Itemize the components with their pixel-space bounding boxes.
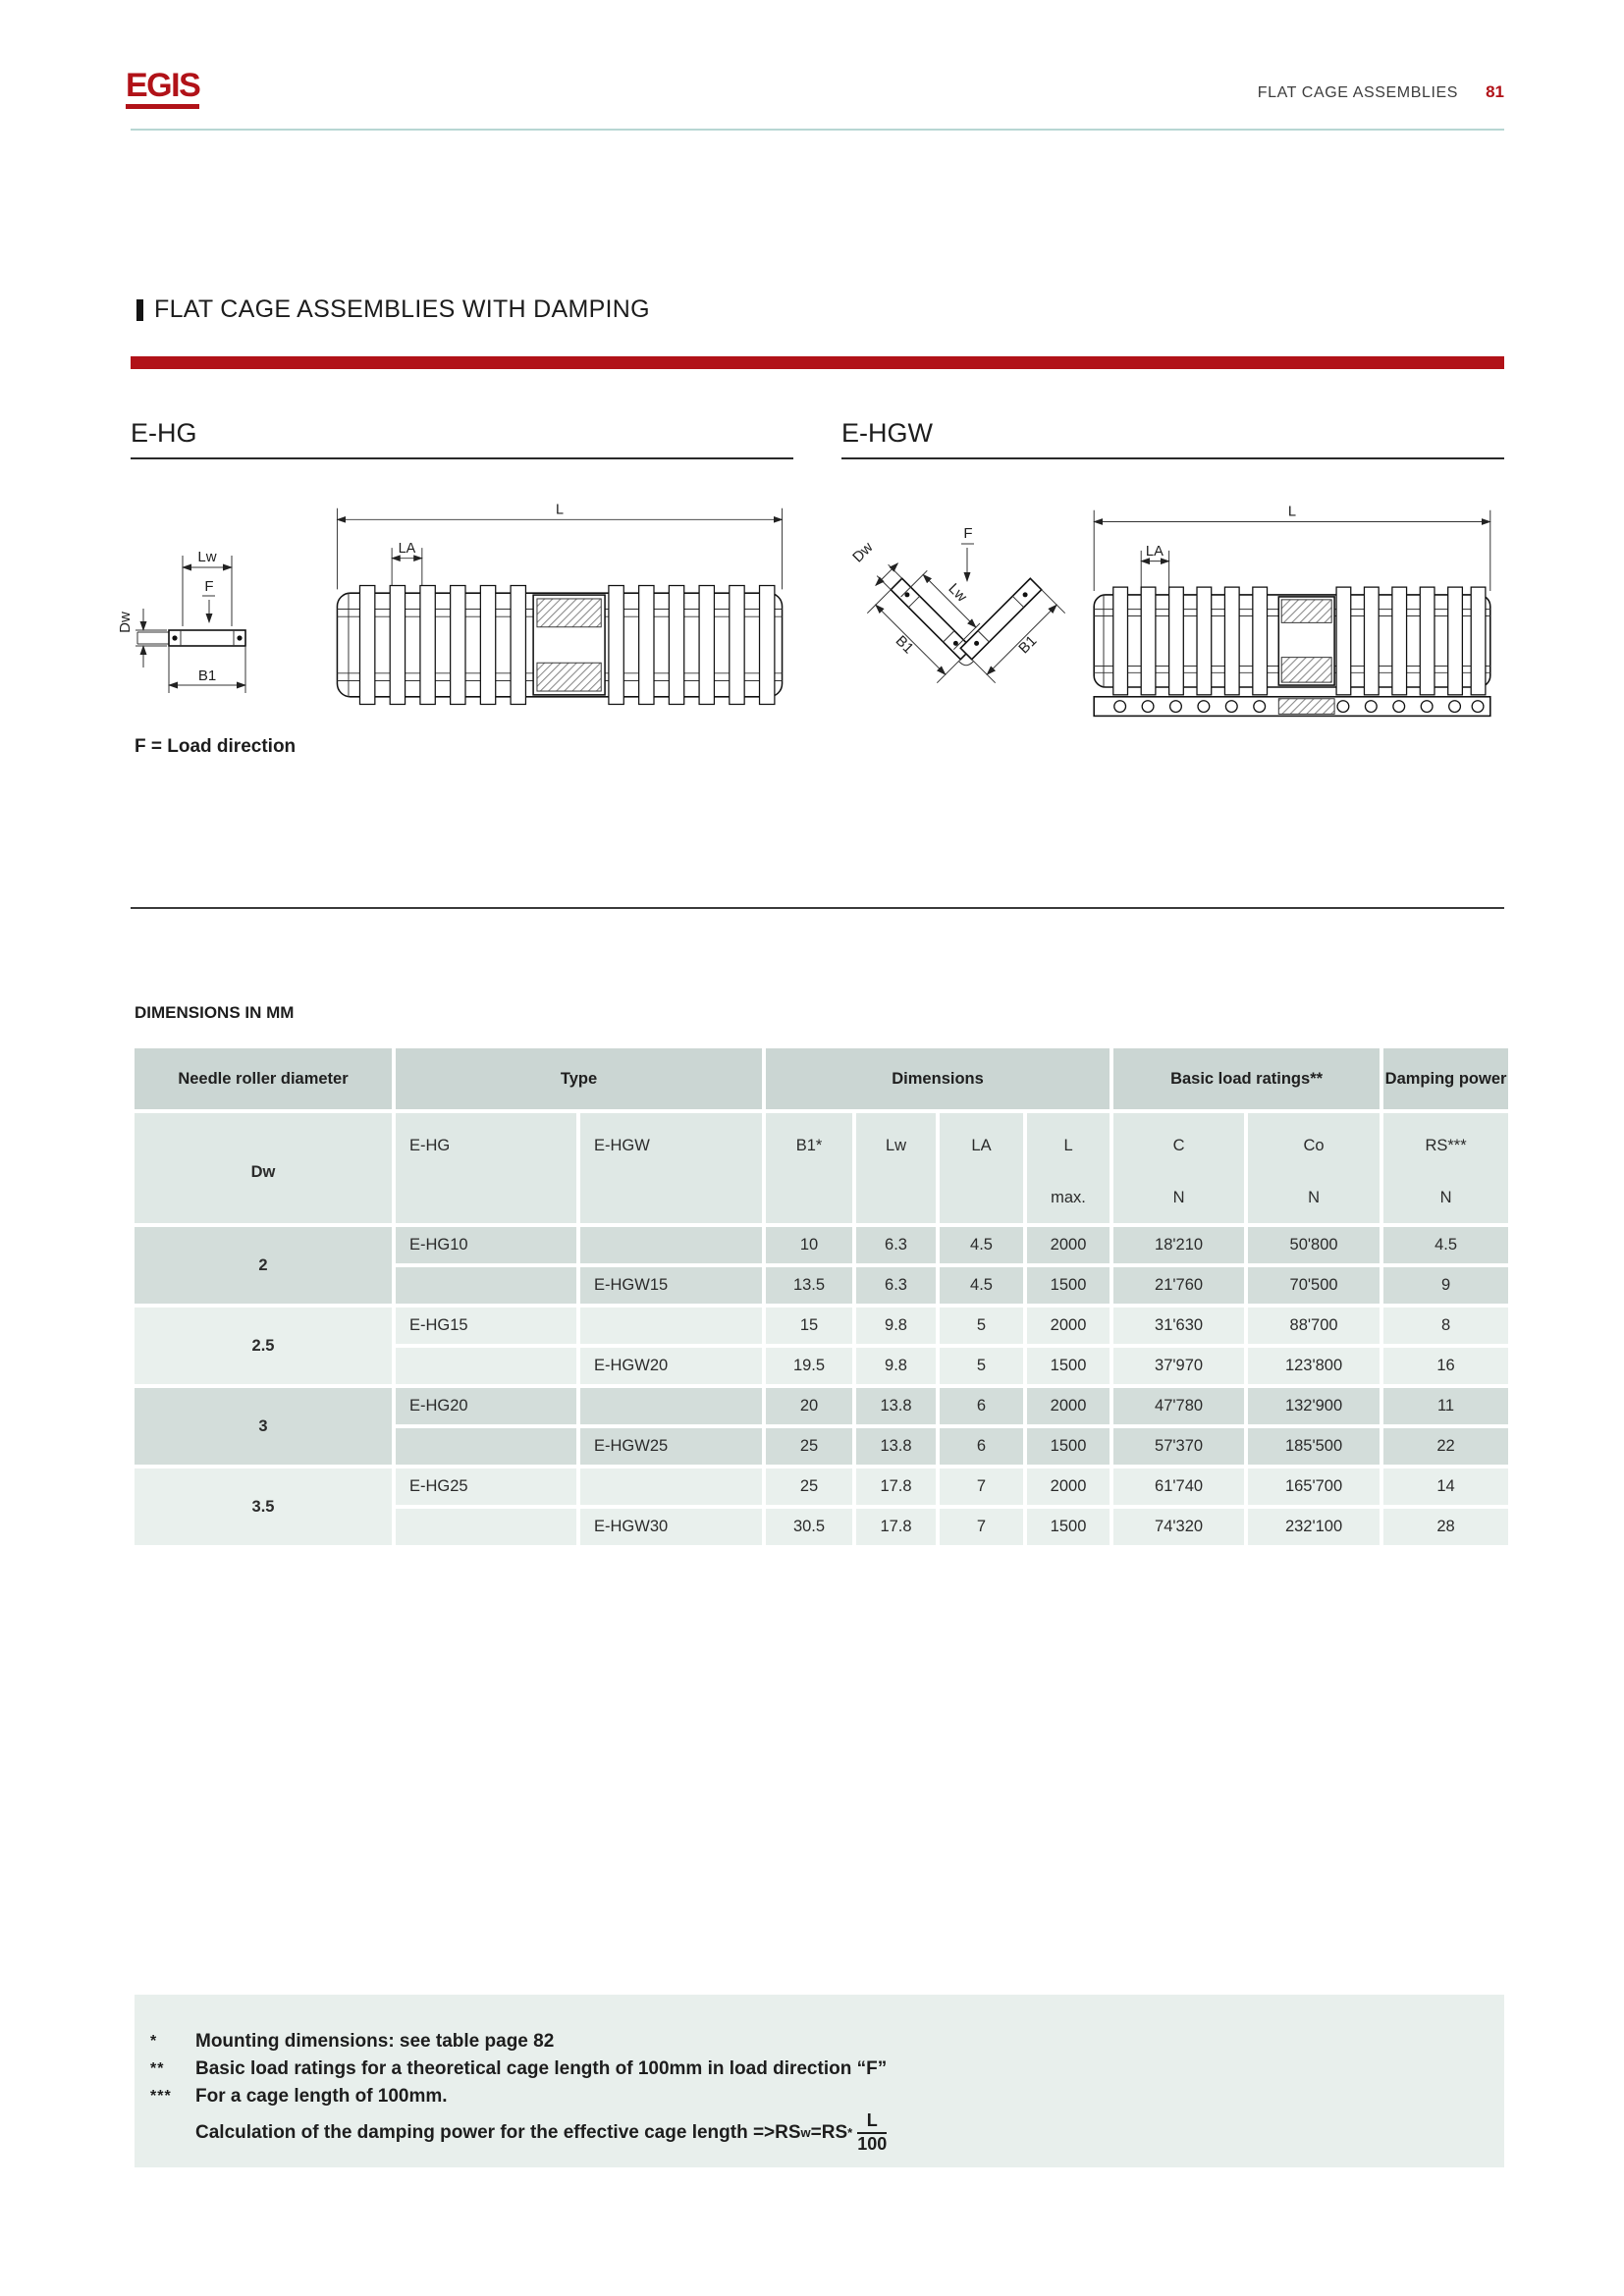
table-cell: 19.5 [764,1346,854,1386]
table-row [133,1306,1510,1346]
table-cell: 1500 [1025,1346,1111,1386]
table-cell [394,1265,578,1306]
dim-label-b1: B1 [1015,632,1041,658]
footnote [150,2028,1504,2056]
table-cell: 21'760 [1111,1265,1246,1306]
dw-value-cell: 2 [133,1225,394,1306]
ehg-side-view-drawing [324,499,795,721]
table-row [133,1386,1510,1426]
table-cell: 232'100 [1246,1507,1381,1547]
accent-bar [131,356,1504,369]
table-cell: E-HGW15 [578,1265,764,1306]
table-cell [394,1346,578,1386]
table-cell: 1500 [1025,1426,1111,1467]
table-cell: E-HG20 [394,1386,578,1426]
table-cell: 7 [938,1507,1025,1547]
formula-eq: =RS [810,2121,848,2143]
table-cell: 10 [764,1225,854,1265]
dim-label-la: LA [398,540,416,557]
title-bullet-icon [136,299,143,321]
table-cell: 1500 [1025,1507,1111,1547]
subheader-l: L max. [1025,1111,1111,1225]
table-cell: 9.8 [854,1346,938,1386]
footnote-marker: *** [150,2088,172,2105]
col-header-dimensions: Dimensions [764,1046,1111,1111]
table-cell: 16 [1381,1346,1510,1386]
table-cell: 8 [1381,1306,1510,1346]
damping-formula [150,2111,1504,2155]
table-cell [578,1306,764,1346]
table-cell: 165'700 [1246,1467,1381,1507]
dim-label-lw: Lw [945,580,970,606]
table-cell: E-HGW25 [578,1426,764,1467]
technical-drawings [0,491,1624,746]
dim-label-b1: B1 [197,667,217,684]
subheader-dw: Dw [133,1111,394,1225]
subheader-lw: Lw [854,1111,938,1225]
subheader-rs: RS*** N [1381,1111,1510,1225]
table-cell: 18'210 [1111,1225,1246,1265]
table-cell: 2000 [1025,1225,1111,1265]
table-subheader-row [133,1111,1510,1225]
dim-label-dw: Dw [117,612,134,633]
table-cell: 2000 [1025,1467,1111,1507]
table-cell [394,1426,578,1467]
dim-label-l: L [555,502,565,518]
table-cell: 13.5 [764,1265,854,1306]
subheader-c: C N [1111,1111,1246,1225]
ehgw-cross-section-drawing [837,516,1092,718]
ehg-cross-section-drawing [110,524,346,716]
dim-label-dw: Dw [849,539,877,566]
subheader-ehg: E-HG [394,1111,578,1225]
page-number: 81 [1486,82,1504,101]
table-caption: DIMENSIONS IN MM [135,1003,295,1022]
table-cell: 22 [1381,1426,1510,1467]
subheader-ehgw: E-HGW [578,1111,764,1225]
load-direction-note: F = Load direction [135,736,297,757]
load-arrow-label: F [204,578,214,595]
chapter-title-row [136,295,650,324]
running-header-section: FLAT CAGE ASSEMBLIES [1257,84,1459,101]
table-cell: 13.8 [854,1426,938,1467]
dimensions-table [131,1044,1512,1549]
table-cell: 15 [764,1306,854,1346]
table-cell [578,1225,764,1265]
formula-subscript: w [800,2125,811,2141]
footnote-text: Mounting dimensions: see table page 82 [195,2031,555,2052]
table-cell: 14 [1381,1467,1510,1507]
formula-star: * [847,2125,853,2141]
dw-value-cell: 3.5 [133,1467,394,1547]
dim-label-lw: Lw [197,549,217,565]
table-cell: 31'630 [1111,1306,1246,1346]
table-cell: E-HGW30 [578,1507,764,1547]
table-cell: 37'970 [1111,1346,1246,1386]
subheader-la: LA [938,1111,1025,1225]
table-cell: 47'780 [1111,1386,1246,1426]
table-cell: 25 [764,1467,854,1507]
footnote [150,2083,1504,2110]
footnote-text: For a cage length of 100mm. [195,2086,448,2107]
table-cell [578,1467,764,1507]
col-header-basic-load-ratings: Basic load ratings** [1111,1046,1381,1111]
table-cell: 13.8 [854,1386,938,1426]
table-cell: 7 [938,1467,1025,1507]
table-cell: 11 [1381,1386,1510,1426]
footnote-marker: * [150,2033,158,2050]
col-header-needle-roller-diameter: Needle roller diameter [133,1046,394,1111]
table-cell: 61'740 [1111,1467,1246,1507]
table-cell: 185'500 [1246,1426,1381,1467]
table-cell: 9.8 [854,1306,938,1346]
table-cell: 6.3 [854,1225,938,1265]
header-rule [131,129,1504,131]
table-cell: 17.8 [854,1507,938,1547]
dw-value-cell: 3 [133,1386,394,1467]
dim-label-la: LA [1145,543,1164,560]
table-cell: 25 [764,1426,854,1467]
formula-prefix: Calculation of the damping power for the effective cage length =>RS [195,2121,801,2143]
table-cell: E-HG25 [394,1467,578,1507]
table-cell: E-HGW20 [578,1346,764,1386]
table-cell: 5 [938,1306,1025,1346]
table-cell: 28 [1381,1507,1510,1547]
table-row [133,1467,1510,1507]
section-header-ehg: E-HG [131,418,793,459]
table-cell: 2000 [1025,1306,1111,1346]
footnote [150,2056,1504,2083]
table-cell [394,1507,578,1547]
table-cell: 30.5 [764,1507,854,1547]
table-cell: E-HG15 [394,1306,578,1346]
table-row [133,1225,1510,1265]
formula-fraction: $\frac{L}{100}$ [857,2110,888,2154]
table-cell: 9 [1381,1265,1510,1306]
dw-value-cell: 2.5 [133,1306,394,1386]
col-header-damping-power: Damping power [1381,1046,1510,1111]
table-cell: 132'900 [1246,1386,1381,1426]
section-header-ehgw: E-HGW [841,418,1504,459]
table-cell [578,1386,764,1426]
table-cell: 88'700 [1246,1306,1381,1346]
table-cell: 20 [764,1386,854,1426]
table-cell: 4.5 [1381,1225,1510,1265]
table-cell: 1500 [1025,1265,1111,1306]
table-cell: E-HG10 [394,1225,578,1265]
table-cell: 5 [938,1346,1025,1386]
ehgw-side-view-drawing [1080,499,1504,734]
load-arrow-label: F [963,525,973,542]
table-group-header-row [133,1046,1510,1111]
dim-label-l: L [1287,504,1297,520]
table-cell: 6 [938,1426,1025,1467]
table-cell: 70'500 [1246,1265,1381,1306]
egis-logo: EGIS [126,69,199,109]
table-cell: 57'370 [1111,1426,1246,1467]
running-header [1258,82,1504,102]
table-cell: 17.8 [854,1467,938,1507]
table-cell: 4.5 [938,1225,1025,1265]
page-title: FLAT CAGE ASSEMBLIES WITH DAMPING [154,295,650,323]
table-cell: 2000 [1025,1386,1111,1426]
table-cell: 74'320 [1111,1507,1246,1547]
footnotes-block [135,1995,1504,2167]
subheader-co: Co N [1246,1111,1381,1225]
table-cell: 4.5 [938,1265,1025,1306]
table-cell: 123'800 [1246,1346,1381,1386]
dim-label-b1: B1 [892,632,917,658]
footnote-marker: ** [150,2060,165,2077]
table-cell: 50'800 [1246,1225,1381,1265]
table-cell: 6.3 [854,1265,938,1306]
footnote-text: Basic load ratings for a theoretical cage length of 100mm in load direction “F” [195,2058,888,2079]
divider-rule [131,907,1504,909]
subheader-b1: B1* [764,1111,854,1225]
table-cell: 6 [938,1386,1025,1426]
col-header-type: Type [394,1046,764,1111]
